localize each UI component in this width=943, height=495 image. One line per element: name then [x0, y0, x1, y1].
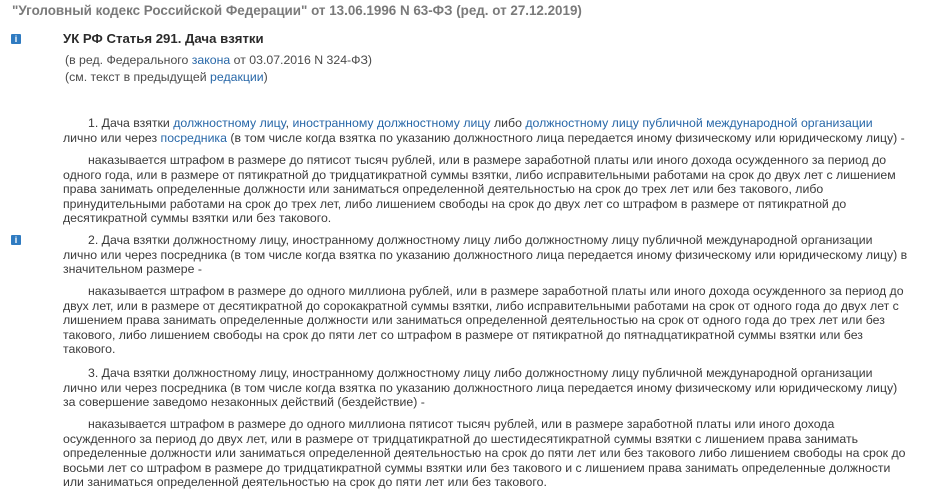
previous-edition-note: (см. текст в предыдущей редакции) [65, 70, 268, 84]
official-link[interactable]: должностному лицу [173, 116, 286, 130]
info-icon[interactable]: i [11, 34, 21, 44]
part-2-body: 2. Дача взятки должностному лицу, иностранному должностному лицу либо должностному лицу публичной международной организации лично или через посредника (в том числе когда взятка по указанию должностного лица передается иному физическому или юридическому лицу) в значительном размере - [63, 233, 908, 276]
law-link[interactable]: закона [191, 53, 231, 67]
article-title: УК РФ Статья 291. Дача взятки [63, 31, 264, 46]
info-icon[interactable]: i [11, 235, 21, 245]
document-title[interactable]: "Уголовный кодекс Российской Федерации" от 13.06.1996 N 63-ФЗ (ред. от 27.12.2019) [12, 3, 582, 18]
part-2-penalty: наказывается штрафом в размере до одного миллиона рублей, или в размере заработной платы или иного дохода осужденного за период до двух лет, или в размере от десятикратной до сорокакратной суммы взятки, либо исправительными работами на срок от одного года до двух лет с лишением права занимать определенные должности или заниматься определенной деятельностью на срок от одного года до трех лет или без такового, либо лишением свободы на срок до пяти лет со штрафом в размере от пятикратной до пятнадцатикратной суммы взятки или без такового. [63, 284, 904, 356]
edition-link[interactable]: редакции [210, 70, 264, 84]
foreign-official-link[interactable]: иностранному должностному лицу [292, 116, 491, 130]
part-1-penalty: наказывается штрафом в размере до пятисот тысяч рублей, или в размере заработной платы или иного дохода осужденного за период до одного года, или в размере от пятикратной до тридцатикратной суммы взятки, либо исправительными работами на срок до двух лет с лишением права занимать определенные должности или заниматься определенной деятельностью на срок до трех лет или без такового, либо принудительными работами на срок до трех лет, либо лишением свободы на срок до двух лет со штрафом в размере от пятикратной до десятикратной суммы взятки или без такового. [63, 153, 896, 225]
part-1-body: 1. Дача взятки должностному лицу, иностранному должностному лицу либо должностному лицу публичной международной организации лично или через посредника (в том числе когда взятка по указанию должностного лица передается иному физическому или юридическому лицу) - [63, 116, 905, 145]
part-3-penalty: наказывается штрафом в размере до одного миллиона пятисот тысяч рублей, или в размере заработной платы или иного дохода осужденного за период до двух лет, или в размере от тридцатикратной до шестидесятикратной суммы взятки с лишением права занимать определенные должности или заниматься определенной деятельностью на срок до пяти лет или без такового либо лишением свободы на срок до восьми лет со штрафом в размере до тридцатикратной суммы взятки или без такового и с лишением права занимать определенные должности или заниматься определенной деятельностью на срок до пяти лет или без такового. [63, 417, 906, 489]
part-3-body: 3. Дача взятки должностному лицу, иностранному должностному лицу либо должностному лицу публичной международной организации лично или через посредника (в том числе когда взятка по указанию должностного лица передается иному физическому или юридическому лицу) за совершение заведомо незаконных действий (бездействие) - [63, 366, 898, 409]
intermediary-link[interactable]: посредника [160, 130, 227, 145]
edition-note: (в ред. Федерального закона от 03.07.2016 N 324-ФЗ) [65, 53, 373, 67]
international-official-link[interactable]: должностному лицу публичной международной организации [525, 116, 873, 130]
